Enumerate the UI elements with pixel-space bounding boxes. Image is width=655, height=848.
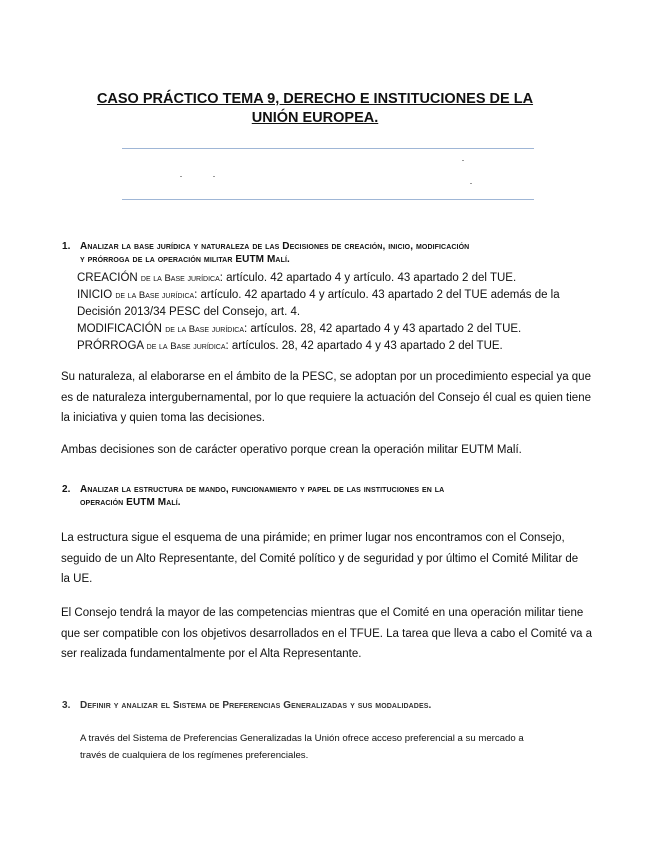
section-3-heading-line-1: Definir y analizar el Sistema de Preferencias Generalizadas y sus modalidades. (80, 700, 432, 711)
section-2-number: 2. (62, 484, 71, 495)
section-3-paragraph-1: A través del Sistema de Preferencias Generalizadas la Unión ofrece acceso preferencial a su mercado a través de cualquiera de los regímenes preferenciales. (80, 733, 524, 761)
list-item: INICIO de la Base jurídica: artículo. 42 apartado 4 y artículo. 43 apartado 2 del TUE además de la (77, 289, 560, 301)
section-2-paragraph-1: La estructura sigue el esquema de una pirámide; en primer lugar nos encontramos con el Consejo, seguido de un Alto Representante, del Comité político y de seguridad y por último el Comité Militar de la UE. (61, 532, 579, 585)
section-1-paragraph-1: Su naturaleza, al elaborarse en el ámbito de la PESC, se adoptan por un procedimiento especial ya que es de naturaleza intergubernamental, por lo que requiere la actuación del Consejo él cual es quien tiene la iniciativa y quien toma las decisiones. (61, 371, 591, 424)
section-2-paragraph-2: El Consejo tendrá la mayor de las competencias mientras que el Comité en una operación militar tiene que ser compatible con los objetivos desarrollados en el TFUE. La tarea que lleva a cabo el Comité va a ser realizada fundamentalmente por el Alta Representante. (61, 607, 592, 660)
section-1-heading-line-1: Analizar la base jurídica y naturaleza de las Decisiones de creación, inicio, modificación (80, 241, 470, 252)
section-2-heading (62, 483, 602, 509)
document-title (80, 90, 550, 128)
header-rule-top (122, 148, 534, 149)
scan-artifact (470, 183, 472, 184)
section-2-heading-line-2: operación EUTM Malí. (80, 497, 181, 508)
title-line-2: UNIÓN EUROPEA. (251, 110, 379, 126)
section-2-heading-line-1: Analizar la estructura de mando, funcionamiento y papel de las instituciones en la (80, 484, 445, 495)
section-3-heading (62, 699, 602, 712)
section-1-heading-line-2: y prórroga de la operación militar EUTM Malí. (80, 254, 290, 265)
section-1-heading (62, 240, 602, 266)
scan-artifact (180, 176, 182, 177)
section-1-number: 1. (62, 241, 71, 252)
section-3-number: 3. (62, 700, 71, 711)
list-item: CREACIÓN de la Base jurídica: artículo. 42 apartado 4 y artículo. 43 apartado 2 del TUE. (77, 272, 517, 284)
scan-artifact (213, 176, 215, 177)
section-1-paragraph-2: Ambas decisiones son de carácter operativo porque crean la operación militar EUTM Malí. (61, 444, 522, 456)
title-line-1: CASO PRÁCTICO TEMA 9, DERECHO E INSTITUCIONES DE LA (96, 91, 534, 107)
list-item: PRÓRROGA de la Base jurídica: artículos. 28, 42 apartado 4 y 43 apartado 2 del TUE. (77, 340, 503, 352)
legal-basis-list (77, 270, 597, 355)
scan-artifact (462, 160, 464, 161)
list-item: MODIFICACIÓN de la Base jurídica: artículos. 28, 42 apartado 4 y 43 apartado 2 del TUE. (77, 323, 522, 335)
list-item: Decisión 2013/34 PESC del Consejo, art. 4. (77, 306, 301, 318)
header-rule-bottom (122, 199, 534, 200)
